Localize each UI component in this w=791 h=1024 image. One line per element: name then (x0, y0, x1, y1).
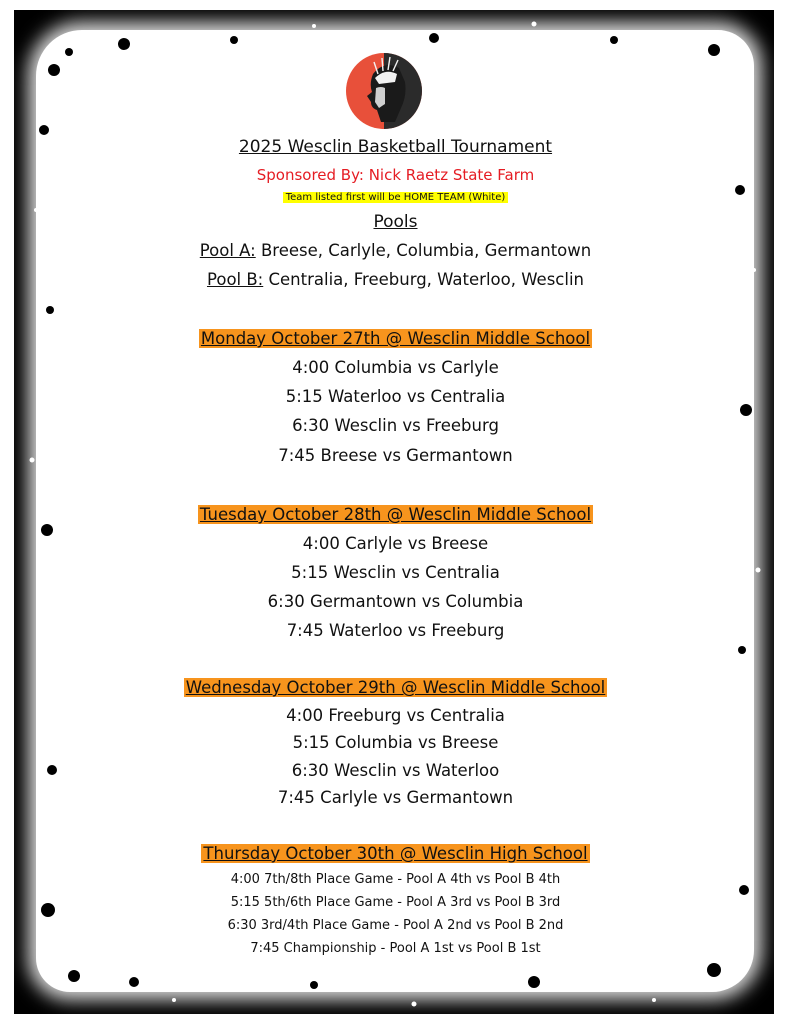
day-heading-wednesday-text: Wednesday October 29th @ Wesclin Middle School (185, 678, 606, 697)
game-row: 7:45 Championship - Pool A 1st vs Pool B 1st (250, 941, 541, 956)
game-row: 7:45 Carlyle vs Germantown (277, 788, 514, 807)
pool-b (0, 270, 791, 289)
game-row: 4:00 Carlyle vs Breese (302, 534, 489, 553)
game-row: 5:15 5th/6th Place Game - Pool A 3rd vs Pool B 3rd (230, 895, 561, 910)
game-row: 4:00 Freeburg vs Centralia (286, 706, 505, 725)
home-team-note-text: Team listed first will be HOME TEAM (White) (283, 192, 509, 203)
game-row: 6:30 Wesclin vs Freeburg (292, 416, 499, 435)
home-team-note (0, 192, 791, 203)
pools-heading: Pools (373, 212, 418, 232)
day-heading-monday (0, 329, 791, 348)
game-row: 5:15 Columbia vs Breese (292, 733, 499, 752)
game-row: 5:15 Waterloo vs Centralia (285, 387, 506, 406)
day-heading-tuesday (0, 505, 791, 524)
pool-b-label: Pool B: (206, 270, 264, 289)
game-row: 5:15 Wesclin vs Centralia (291, 563, 500, 582)
pool-a (0, 241, 791, 260)
day-heading-thursday (0, 844, 791, 863)
game-row: 6:30 Germantown vs Columbia (267, 592, 524, 611)
sponsor-line: Sponsored By: Nick Raetz State Farm (256, 166, 535, 184)
pool-a-label: Pool A: (199, 241, 256, 260)
game-row: 4:00 Columbia vs Carlyle (292, 358, 499, 377)
page-title: 2025 Wesclin Basketball Tournament (238, 137, 553, 157)
game-row: 6:30 3rd/4th Place Game - Pool A 2nd vs Pool B 2nd (227, 918, 564, 933)
day-heading-tuesday-text: Tuesday October 28th @ Wesclin Middle School (199, 505, 592, 524)
game-row: 6:30 Wesclin vs Waterloo (291, 761, 500, 780)
game-row: 7:45 Breese vs Germantown (278, 446, 513, 465)
game-row: 4:00 7th/8th Place Game - Pool A 4th vs Pool B 4th (230, 872, 561, 887)
game-row: 7:45 Waterloo vs Freeburg (286, 621, 505, 640)
pool-a-teams: Breese, Carlyle, Columbia, Germantown (260, 241, 592, 260)
day-heading-wednesday (0, 678, 791, 697)
day-heading-thursday-text: Thursday October 30th @ Wesclin High School (203, 844, 588, 863)
day-heading-monday-text: Monday October 27th @ Wesclin Middle School (200, 329, 591, 348)
pool-b-teams: Centralia, Freeburg, Waterloo, Wesclin (268, 270, 584, 289)
warrior-head-logo-icon (345, 52, 423, 130)
